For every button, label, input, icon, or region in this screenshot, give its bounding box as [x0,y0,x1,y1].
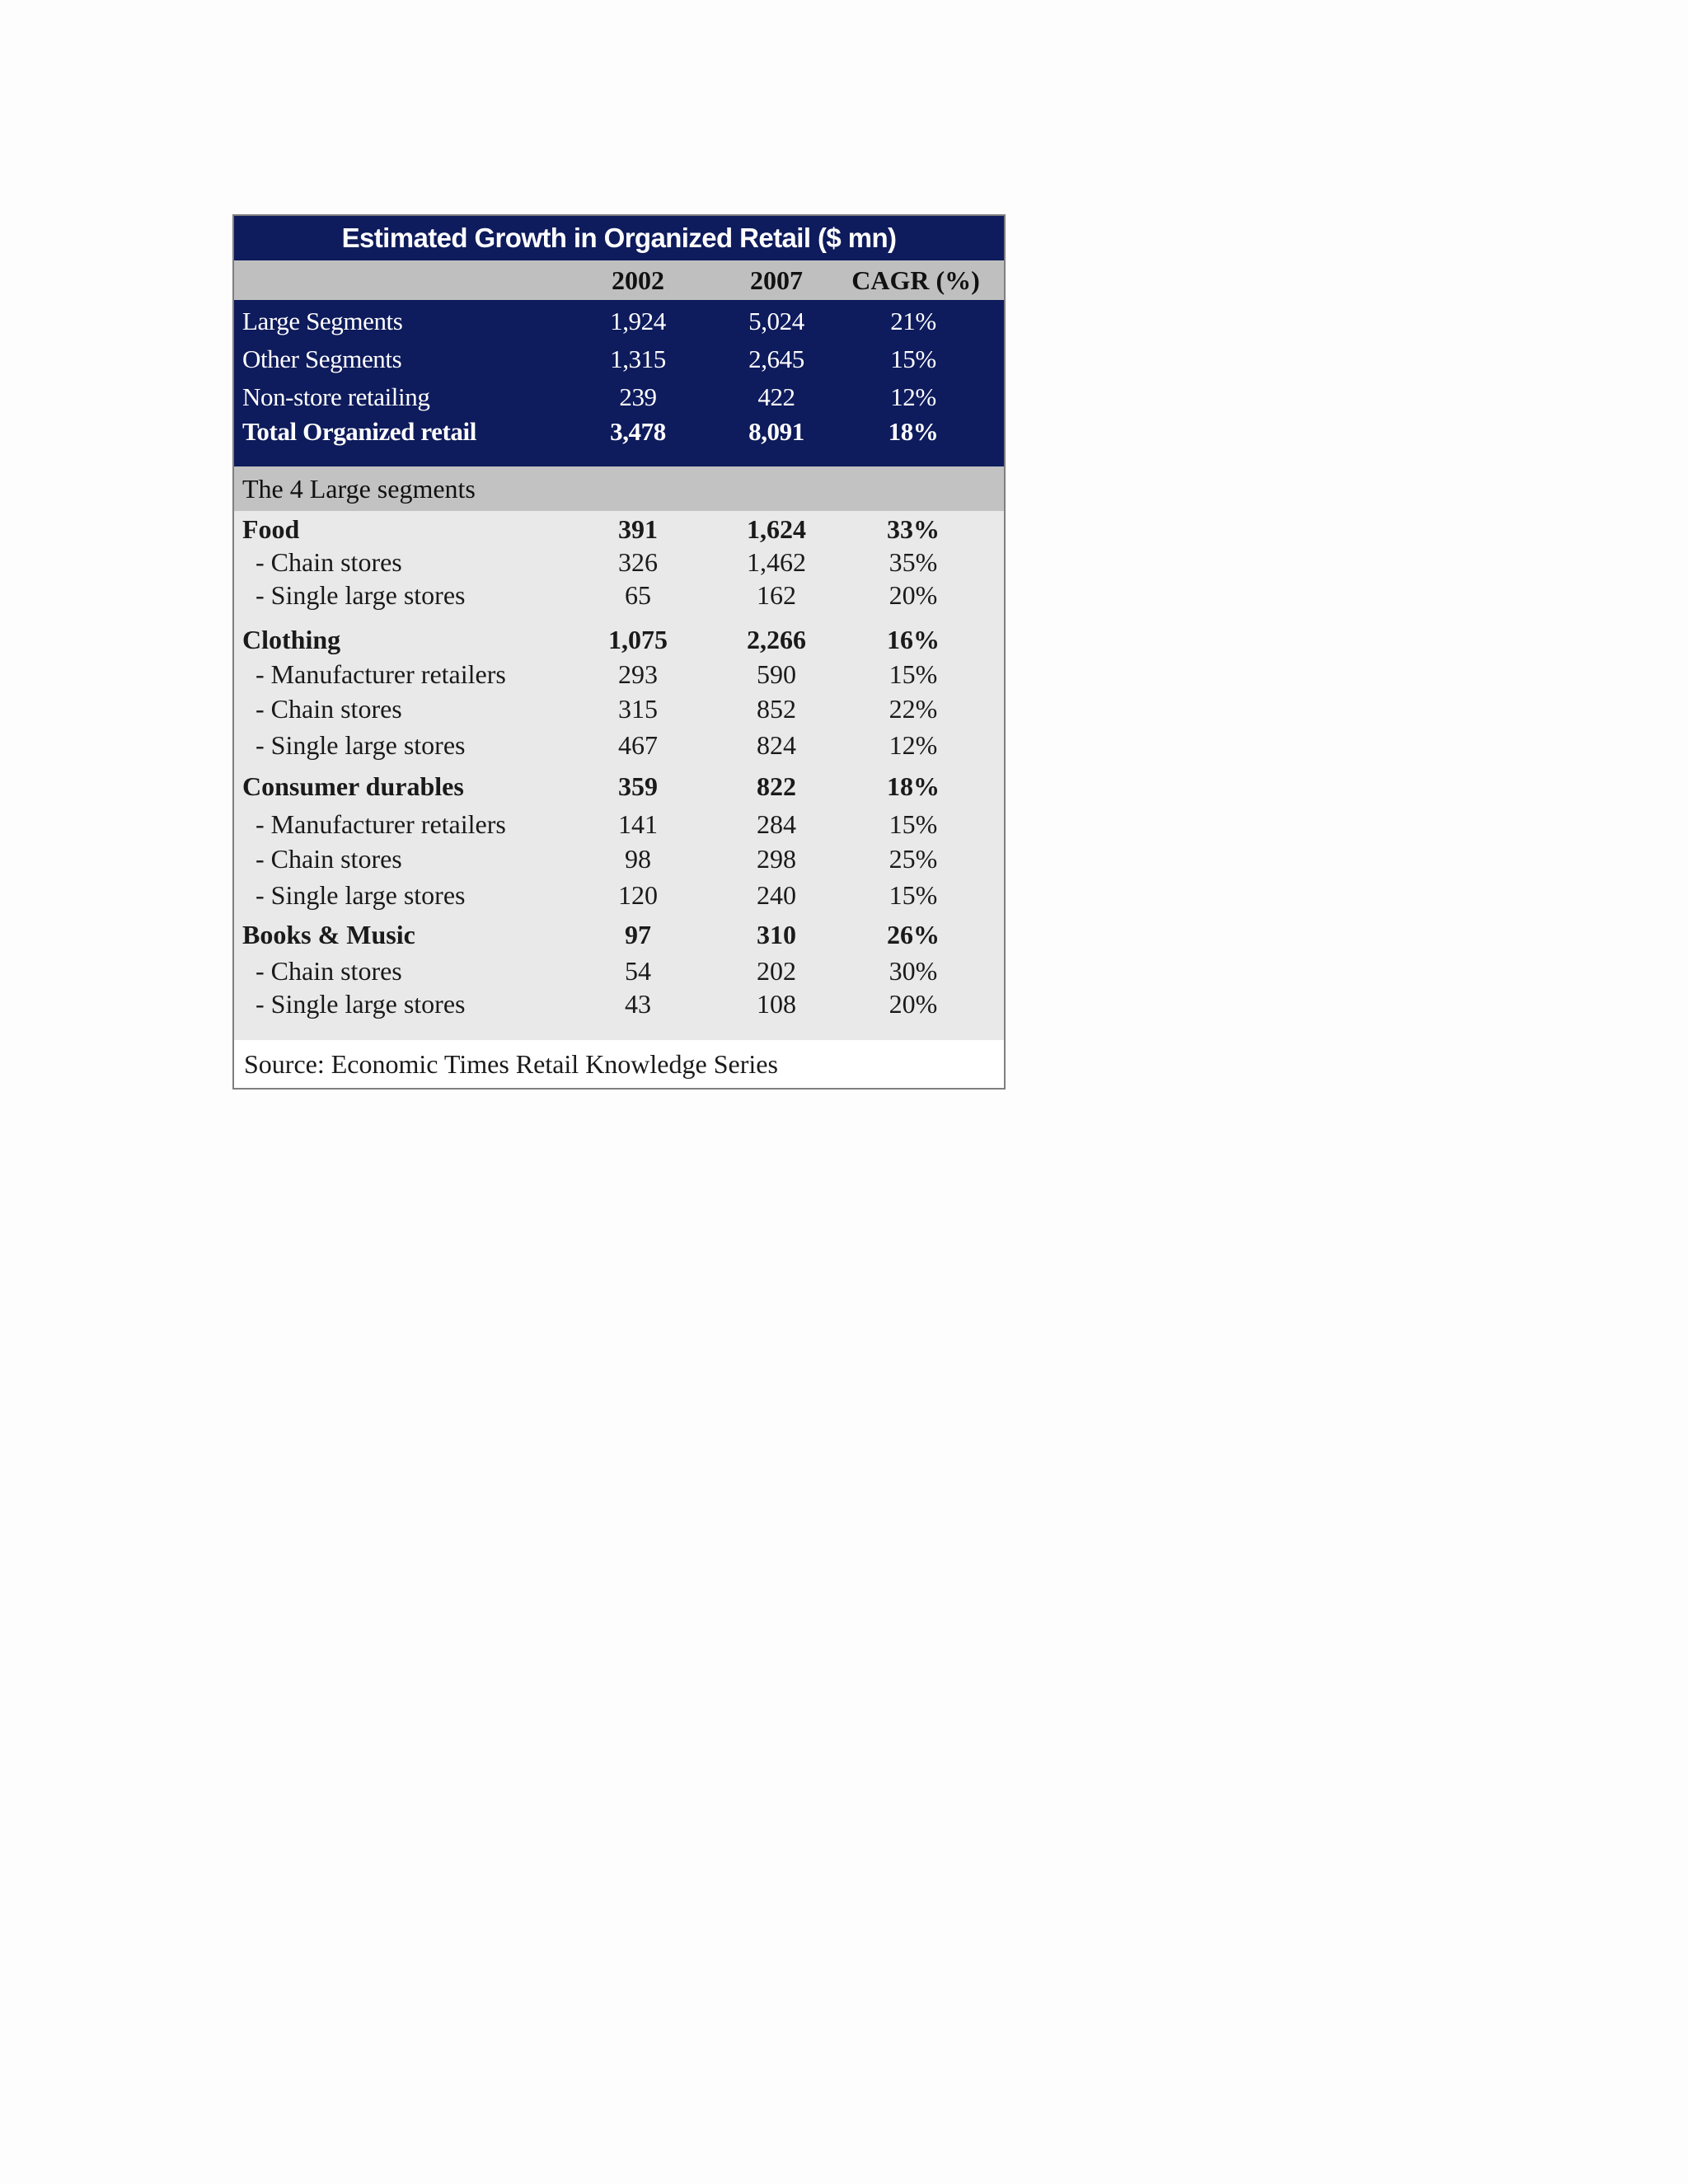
row-label: - Chain stores [256,547,402,577]
value-2007: 298 [757,844,796,874]
value-2002: 315 [618,694,658,724]
segment-row-clothing [234,623,1004,656]
value-2007: 1,624 [747,514,806,544]
value-2002: 120 [618,880,658,910]
value-2002: 98 [625,844,651,874]
value-cagr: 15% [890,344,936,373]
value-cagr: 20% [889,580,938,610]
row-label: - Single large stores [256,730,466,760]
row-label: - Single large stores [256,989,466,1019]
value-2002: 1,075 [608,625,668,654]
value-2002: 54 [625,956,651,986]
value-2007: 5,024 [748,307,804,335]
value-2002: 1,924 [610,307,666,335]
value-cagr: 25% [889,844,938,874]
segment-row-consumer-durables [234,770,1004,803]
summary-row-large-segments [234,305,1004,338]
subsegment-row [234,879,1004,912]
value-2002: 293 [618,659,658,689]
subsegment-row [234,692,1004,725]
value-cagr: 12% [889,730,938,760]
column-header-row [234,260,1004,300]
value-cagr: 15% [889,880,938,910]
value-2002: 65 [625,580,651,610]
table-title: Estimated Growth in Organized Retail ($ mn) [234,216,1004,260]
subsegment-row [234,579,1004,612]
value-2007: 822 [757,771,796,801]
row-label: Consumer durables [242,771,464,801]
value-2007: 8,091 [748,417,804,446]
value-2002: 97 [625,920,651,949]
value-cagr: 33% [887,514,940,544]
subsegment-row [234,658,1004,691]
value-cagr: 15% [889,809,938,839]
value-cagr: 15% [889,659,938,689]
row-label: Non-store retailing [242,382,430,411]
value-2002: 43 [625,989,651,1019]
value-2007: 2,266 [747,625,806,654]
row-label: Books & Music [242,920,415,949]
subsegment-row [234,987,1004,1020]
value-cagr: 16% [887,625,940,654]
row-label: Large Segments [242,307,403,335]
value-2002: 141 [618,809,658,839]
value-2007: 2,645 [748,344,804,373]
summary-row-non-store [234,381,1004,414]
value-2007: 240 [757,880,796,910]
source-note [234,1040,1004,1088]
value-2007: 284 [757,809,796,839]
value-cagr: 26% [887,920,940,949]
value-cagr: 12% [890,382,936,411]
value-2007: 202 [757,956,796,986]
row-label: - Single large stores [256,880,466,910]
value-2007: 108 [757,989,796,1019]
value-2007: 852 [757,694,796,724]
value-2007: 590 [757,659,796,689]
segment-row-books-music [234,918,1004,951]
value-cagr: 18% [888,417,939,446]
row-label: - Chain stores [256,956,402,986]
value-2007: 310 [757,920,796,949]
value-cagr: 35% [889,547,938,577]
row-label: - Manufacturer retailers [256,659,506,689]
value-2002: 326 [618,547,658,577]
value-2002: 467 [618,730,658,760]
subsegment-row [234,842,1004,875]
value-2002: 391 [618,514,658,544]
value-2002: 359 [618,771,658,801]
column-header-2002: 2002 [612,265,664,295]
subsegment-row [234,808,1004,841]
row-label: Other Segments [242,344,402,373]
subsegment-row [234,546,1004,579]
summary-row-total [234,415,1004,448]
value-2007: 162 [757,580,796,610]
value-cagr: 22% [889,694,938,724]
row-label: - Chain stores [256,694,402,724]
value-2002: 3,478 [610,417,666,446]
value-cagr: 20% [889,989,938,1019]
summary-row-other-segments [234,343,1004,376]
row-label: - Manufacturer retailers [256,809,506,839]
segment-row-food [234,513,1004,546]
source-text: Source: Economic Times Retail Knowledge Series [244,1049,778,1079]
row-label: Food [242,514,300,544]
segments-subheader-label: The 4 Large segments [242,474,476,504]
value-2002: 239 [619,382,657,411]
row-label: - Chain stores [256,844,402,874]
segments-subheader [234,466,1004,511]
row-label: Total Organized retail [242,417,476,446]
value-cagr: 18% [887,771,940,801]
value-cagr: 21% [890,307,936,335]
row-label: Clothing [242,625,341,654]
row-label: - Single large stores [256,580,466,610]
value-2007: 824 [757,730,796,760]
value-2007: 422 [757,382,795,411]
subsegment-row [234,954,1004,987]
value-2002: 1,315 [610,344,666,373]
subsegment-row [234,729,1004,762]
segments-detail-section [234,511,1004,1040]
value-2007: 1,462 [747,547,806,577]
column-header-cagr: CAGR (%) [851,265,980,295]
value-cagr: 30% [889,956,938,986]
retail-growth-table [232,214,1006,1090]
column-header-2007: 2007 [750,265,803,295]
